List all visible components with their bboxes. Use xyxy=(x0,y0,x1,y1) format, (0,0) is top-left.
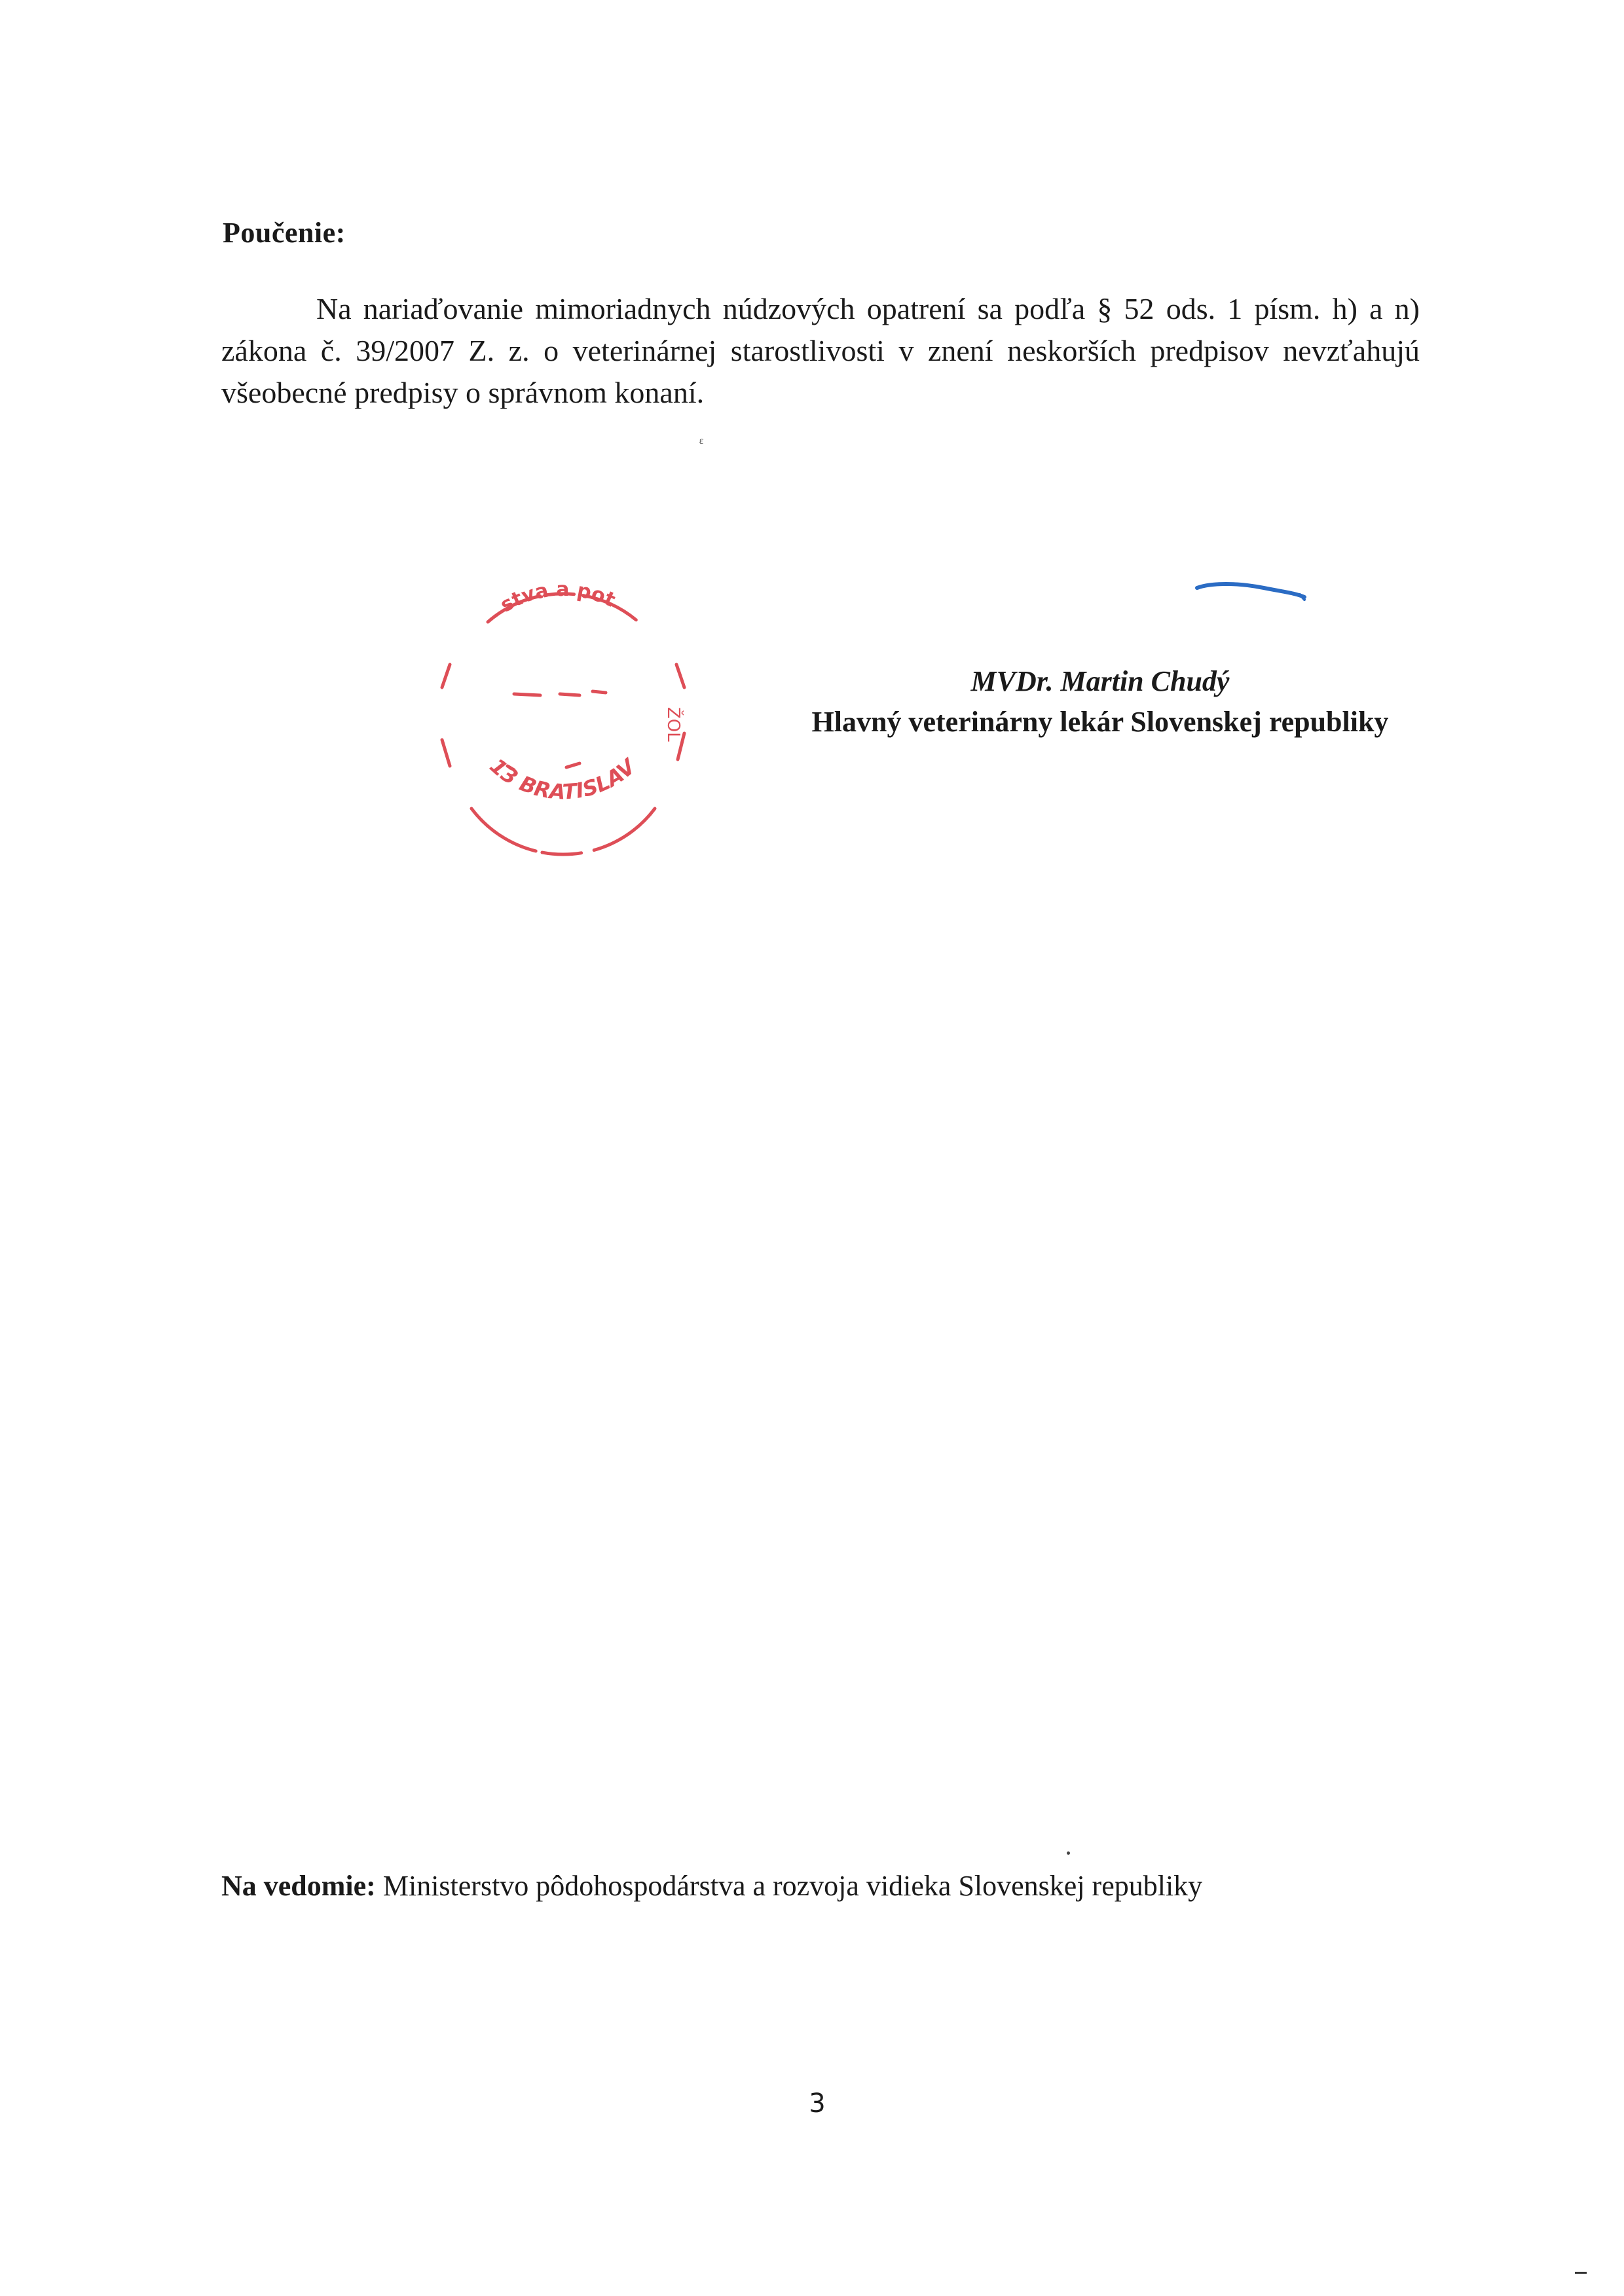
scan-speck: ᵋ xyxy=(699,433,704,452)
notice-label: Na vedomie: xyxy=(221,1870,376,1902)
stamp-top-text: stva a pot xyxy=(496,578,619,617)
signatory-name: MVDr. Martin Chudý xyxy=(970,665,1230,697)
official-stamp xyxy=(409,550,717,858)
scan-speck xyxy=(1067,1851,1070,1855)
distribution-notice xyxy=(221,1869,1202,1903)
svg-text:stva a pot xyxy=(496,578,618,617)
scan-mark xyxy=(1575,2272,1587,2274)
signatory-role: Hlavný veterinárny lekár Slovenskej republiky xyxy=(811,706,1389,738)
svg-text:ŽOL: ŽOL xyxy=(663,707,683,742)
paragraph-line: zákona č. 39/2007 Z. z. o veterinárnej starostlivosti v znení neskorších predpisov nevzťahujú xyxy=(221,334,1420,367)
handwritten-signature xyxy=(1192,563,1310,615)
notice-recipient: Ministerstvo pôdohospodárstva a rozvoja vidieka Slovenskej republiky xyxy=(375,1870,1203,1902)
instruction-paragraph xyxy=(221,288,1420,414)
paragraph-line: všeobecné predpisy o správnom konaní. xyxy=(221,376,705,409)
instruction-heading: Poučenie: xyxy=(223,217,346,249)
svg-text:13 BRATISLAV xyxy=(485,753,642,804)
signature-block xyxy=(779,661,1421,742)
stamp-bottom-text: 13 BRATISLAV xyxy=(485,753,640,805)
page-number: 3 xyxy=(809,2088,826,2119)
paragraph-line: Na nariaďovanie mimoriadnych núdzových opatrení sa podľa § 52 ods. 1 písm. h) a n) xyxy=(316,292,1420,325)
